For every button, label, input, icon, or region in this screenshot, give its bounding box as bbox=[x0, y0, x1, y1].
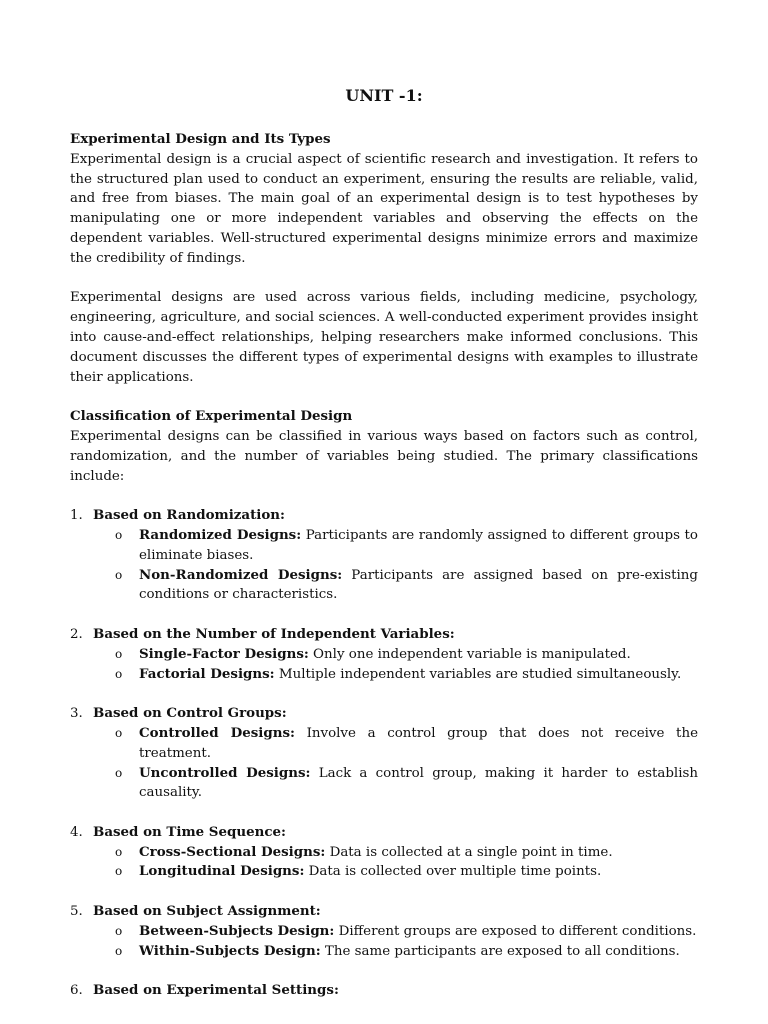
list-number: 5. bbox=[70, 904, 83, 920]
classification-item bbox=[70, 704, 698, 803]
unit-title: UNIT -1: bbox=[345, 86, 423, 105]
hollow-bullet-icon: o bbox=[115, 923, 123, 938]
list-item bbox=[115, 922, 698, 942]
hollow-bullet-icon: o bbox=[115, 864, 123, 879]
spacer bbox=[70, 486, 698, 506]
design-description: Involve a control group that does not receive the treatment. bbox=[139, 725, 698, 761]
design-term: Non-Randomized Designs: bbox=[139, 566, 343, 583]
classification-item bbox=[70, 902, 698, 961]
classification-item bbox=[70, 506, 698, 605]
sub-item-list bbox=[93, 526, 698, 605]
hollow-bullet-icon: o bbox=[115, 943, 123, 958]
list-number: 1. bbox=[70, 508, 83, 524]
design-term: Longitudinal Designs: bbox=[139, 863, 305, 880]
hollow-bullet-icon: o bbox=[115, 725, 123, 740]
paragraph-classification-intro: Experimental designs can be classified in various ways based on factors such as control, randomization, and the number of variables being studied. The primary classifications include: bbox=[70, 428, 698, 484]
list-item bbox=[115, 645, 698, 665]
list-item bbox=[115, 942, 698, 962]
list-item bbox=[115, 665, 698, 685]
hollow-bullet-icon: o bbox=[115, 646, 123, 661]
list-item bbox=[115, 764, 698, 804]
hollow-bullet-icon: o bbox=[115, 527, 123, 542]
list-item bbox=[115, 724, 698, 764]
design-description: Lack a control group, making it harder to establish causality. bbox=[139, 765, 698, 801]
design-term: Cross-Sectional Designs: bbox=[139, 843, 326, 860]
classification-list bbox=[70, 506, 698, 1001]
design-description: Different groups are exposed to different conditions. bbox=[334, 923, 697, 939]
list-item bbox=[115, 862, 698, 882]
design-term: Uncontrolled Designs: bbox=[139, 764, 311, 781]
design-description: Participants are randomly assigned to different groups to eliminate biases. bbox=[139, 527, 698, 563]
classification-title: Based on Subject Assignment: bbox=[93, 903, 321, 920]
sub-item-list bbox=[93, 843, 698, 883]
list-item bbox=[115, 566, 698, 606]
design-term: Randomized Designs: bbox=[139, 526, 302, 543]
spacer bbox=[70, 387, 698, 407]
design-term: Factorial Designs: bbox=[139, 665, 275, 682]
design-description: The same participants are exposed to all conditions. bbox=[320, 943, 680, 959]
hollow-bullet-icon: o bbox=[115, 567, 123, 582]
list-item bbox=[115, 843, 698, 863]
design-description: Only one independent variable is manipulated. bbox=[308, 646, 631, 662]
classification-title: Based on Time Sequence: bbox=[93, 823, 286, 840]
hollow-bullet-icon: o bbox=[115, 765, 123, 780]
design-term: Controlled Designs: bbox=[139, 724, 295, 741]
list-item bbox=[115, 526, 698, 566]
section-heading-experimental-design: Experimental Design and Its Types bbox=[70, 131, 331, 147]
classification-title: Based on Control Groups: bbox=[93, 705, 287, 722]
design-term: Between-Subjects Design: bbox=[139, 922, 335, 939]
classification-title: Based on the Number of Independent Variables: bbox=[93, 625, 455, 642]
classification-item bbox=[70, 625, 698, 684]
list-number: 2. bbox=[70, 626, 83, 642]
classification-item bbox=[70, 823, 698, 882]
classification-title: Based on Randomization: bbox=[93, 507, 285, 524]
hollow-bullet-icon: o bbox=[115, 844, 123, 859]
design-term: Within-Subjects Design: bbox=[139, 942, 321, 959]
hollow-bullet-icon: o bbox=[115, 666, 123, 681]
sub-item-list bbox=[93, 922, 698, 962]
classification-title: Based on Experimental Settings: bbox=[93, 982, 339, 999]
document-body bbox=[70, 86, 698, 1021]
list-number: 4. bbox=[70, 824, 83, 840]
section-heading-classification: Classification of Experimental Design bbox=[70, 408, 353, 425]
list-number: 3. bbox=[70, 706, 83, 722]
sub-item-list bbox=[93, 645, 698, 685]
spacer bbox=[70, 269, 698, 289]
paragraph-fields: Experimental designs are used across various fields, including medicine, psychology, engineering, agriculture, and social sciences. A well-conducted experiment provides insight into cause-and-effect relationships, helping researchers make informed conclusions. This document discusses the different types of experimental designs with examples to illustrate their applications. bbox=[70, 290, 698, 385]
design-term: Single-Factor Designs: bbox=[139, 645, 309, 662]
sub-item-list bbox=[93, 724, 698, 803]
design-description: Data is collected over multiple time points. bbox=[304, 864, 602, 880]
design-description: Data is collected at a single point in time. bbox=[325, 844, 613, 860]
design-description: Multiple independent variables are studied simultaneously. bbox=[274, 666, 682, 682]
design-description: Participants are assigned based on pre-existing conditions or characteristics. bbox=[139, 567, 698, 603]
classification-item bbox=[70, 981, 698, 1001]
paragraph-intro: Experimental design is a crucial aspect of scientific research and investigation. It refers to the structured plan used to conduct an experiment, ensuring the results are reliable, valid, and free from biases. The main goal of an experimental design is to test hypotheses by manipulating one or more independent variables and observing the effects on the dependent variables. Well-structured experimental designs minimize errors and maximize the credibility of findings. bbox=[70, 151, 698, 266]
list-number: 6. bbox=[70, 983, 83, 999]
